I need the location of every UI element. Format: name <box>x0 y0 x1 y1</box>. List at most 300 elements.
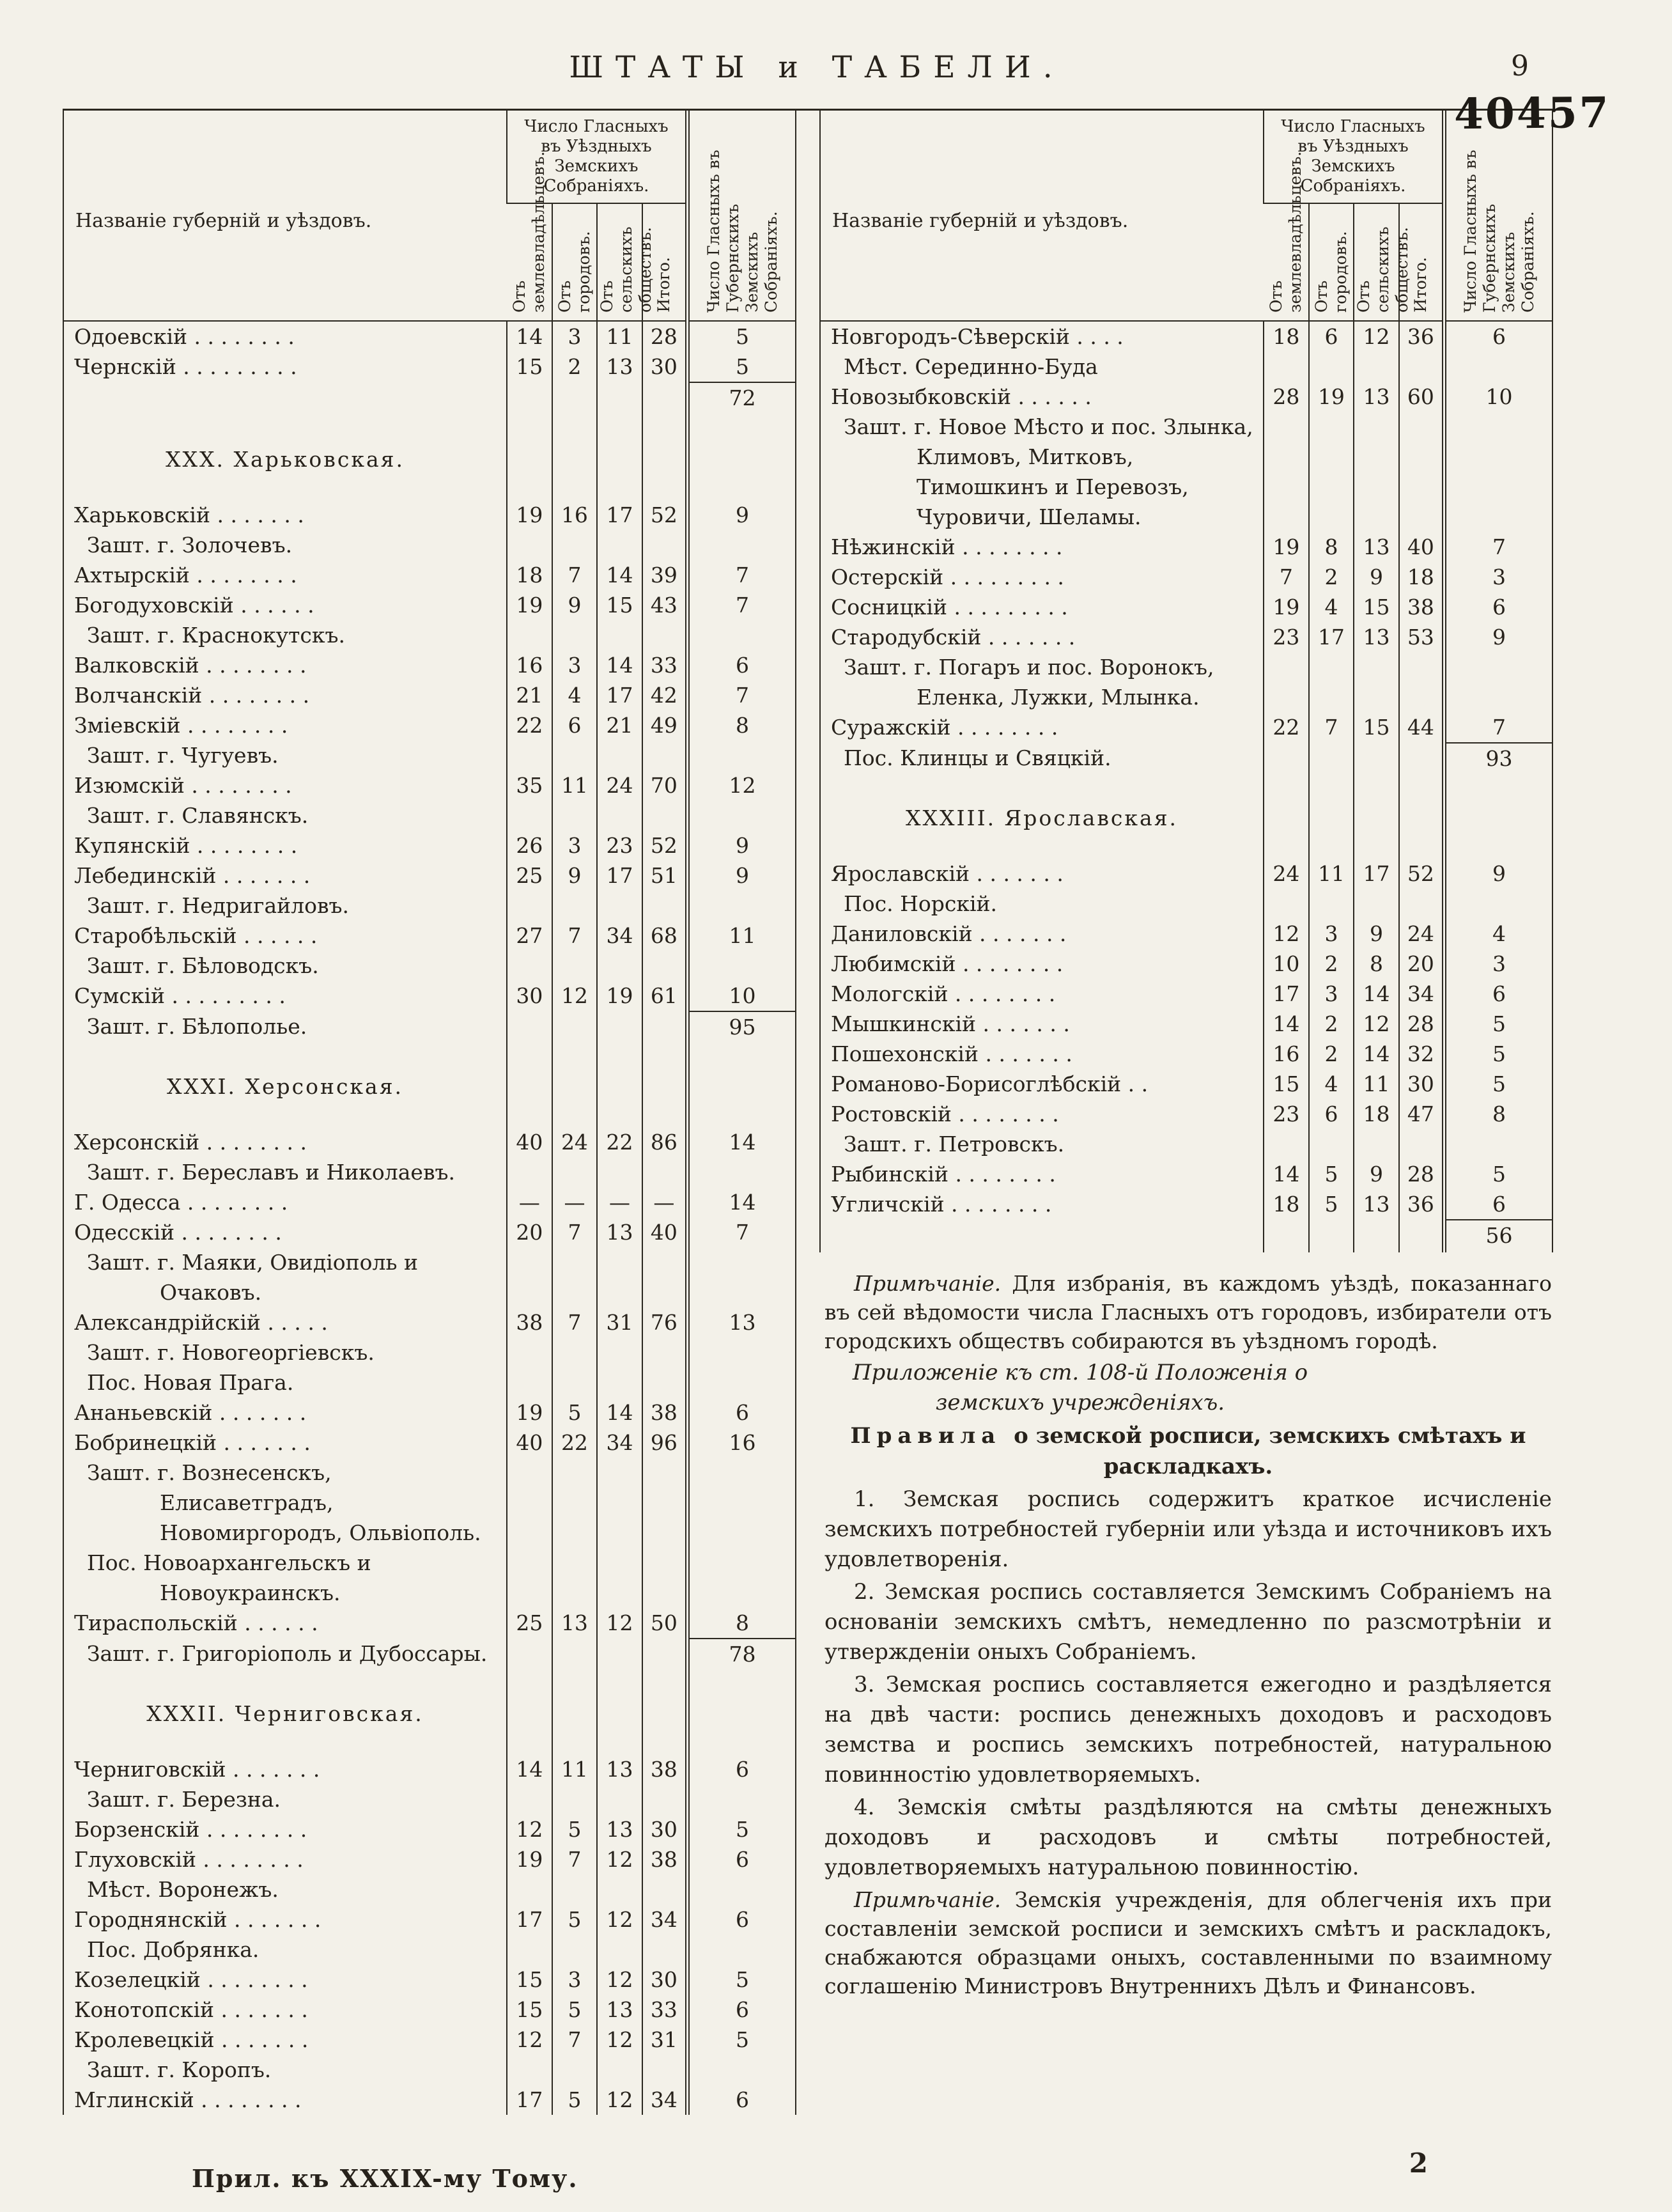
deputies-count: 53 <box>1399 622 1444 652</box>
empty-cell <box>1264 652 1309 712</box>
data-row <box>63 861 796 891</box>
provincial-deputies-count: 10 <box>1444 382 1553 412</box>
empty-cell <box>688 1157 796 1187</box>
empty-cell <box>507 1247 552 1307</box>
district-name: Зміевскій . . . . . . . . <box>74 713 288 738</box>
stamp-number: 40457 <box>1453 87 1611 139</box>
deputies-count: 15 <box>1354 712 1399 743</box>
note-row <box>820 1129 1552 1159</box>
empty-cell <box>552 1247 598 1307</box>
district-name: Одоевскій . . . . . . . . <box>74 324 295 349</box>
empty-cell <box>642 740 688 770</box>
data-row <box>63 2025 796 2055</box>
deputies-count: 14 <box>597 1398 642 1428</box>
deputies-count: 2 <box>1309 562 1354 592</box>
deputies-count: 40 <box>507 1127 552 1157</box>
col-header-rural-label: Отъ сельскихъ обществъ. <box>1354 226 1412 313</box>
empty-cell <box>1264 1129 1309 1159</box>
empty-cell <box>642 415 688 500</box>
deputies-count: 39 <box>642 560 688 590</box>
data-row <box>820 979 1552 1009</box>
provincial-deputies-count: 9 <box>688 830 796 861</box>
deputies-count: 68 <box>642 921 688 951</box>
deputies-count: 19 <box>1264 532 1309 562</box>
empty-cell <box>1264 412 1309 532</box>
provincial-subtotal: 78 <box>688 1639 796 1669</box>
empty-cell <box>597 620 642 650</box>
deputies-count: 19 <box>1264 592 1309 622</box>
empty-cell <box>688 1548 796 1608</box>
town-note: Пос. Добрянка. <box>87 1937 259 1962</box>
page-header <box>63 33 1611 139</box>
provincial-deputies-count: 6 <box>688 1398 796 1428</box>
deputies-count: 24 <box>552 1127 598 1157</box>
empty-cell <box>688 1247 796 1307</box>
deputies-count: 60 <box>1399 382 1444 412</box>
empty-cell <box>507 1548 552 1608</box>
left-table-body <box>63 321 796 2115</box>
section-heading: XXXI. Херсонская. <box>166 1074 404 1099</box>
provincial-deputies-count: 6 <box>688 1904 796 1935</box>
data-row <box>63 1965 796 1995</box>
deputies-count: 17 <box>597 680 642 710</box>
district-name: Сосницкій . . . . . . . . . <box>831 595 1068 619</box>
empty-cell <box>642 1011 688 1042</box>
provincial-subtotal: 93 <box>1444 743 1553 774</box>
data-row <box>63 1995 796 2025</box>
empty-cell <box>1309 652 1354 712</box>
deputies-count: 13 <box>1354 622 1399 652</box>
deputies-count: 34 <box>642 1904 688 1935</box>
district-name: Лебединскій . . . . . . . <box>74 863 311 888</box>
deputies-count: 52 <box>642 830 688 861</box>
empty-cell <box>507 2055 552 2085</box>
deputies-count: 14 <box>507 321 552 352</box>
town-note: Зашт. г. Бѣловодскъ. <box>87 953 319 978</box>
rule-paragraph: 1. Земская роспись содержитъ краткое исчисленіе земскихъ потребностей губерніи или уѣзда и источниковъ ихъ удовлетворенія. <box>824 1486 1552 1572</box>
deputies-count: 4 <box>1309 1069 1354 1099</box>
deputies-count: 31 <box>642 2025 688 2055</box>
town-note: Зашт. г. Григоріополь и Дубоссары. <box>87 1641 488 1666</box>
deputies-count: 14 <box>507 1754 552 1784</box>
empty-cell <box>688 800 796 830</box>
deputies-count: 7 <box>552 1307 598 1337</box>
rule-paragraph: 3. Земская роспись составляется ежегодно и раздѣляется на двѣ части: роспись денежныхъ доходовъ и расходовъ земства и роспись земскихъ потребностей, натуральною повинностію удовлетворяемыхъ. <box>824 1672 1552 1788</box>
district-name: Бобринецкій . . . . . . . <box>74 1430 311 1455</box>
deputies-count: 14 <box>1354 1039 1399 1069</box>
deputies-count: 13 <box>552 1608 598 1639</box>
rules-text <box>819 1269 1571 2000</box>
empty-cell <box>552 740 598 770</box>
provincial-deputies-count: 7 <box>688 590 796 620</box>
col-header-towns-label: Отъ городовъ. <box>555 231 593 313</box>
empty-cell <box>688 951 796 981</box>
deputies-count: 31 <box>597 1307 642 1337</box>
empty-cell <box>642 382 688 415</box>
col-header-landowners <box>1264 151 1309 321</box>
district-name: Романово-Борисоглѣбскій . . <box>831 1071 1149 1096</box>
empty-cell <box>688 1367 796 1398</box>
empty-cell <box>552 1784 598 1814</box>
empty-cell <box>552 1367 598 1398</box>
deputies-count: 7 <box>552 1844 598 1874</box>
deputies-count: 40 <box>1399 532 1444 562</box>
provincial-deputies-count: 5 <box>688 1814 796 1844</box>
provincial-deputies-count: 8 <box>688 1608 796 1639</box>
empty-cell <box>552 800 598 830</box>
town-note: Мѣст. Серединно-Буда <box>844 354 1098 379</box>
empty-cell <box>1399 743 1444 774</box>
empty-cell <box>642 1367 688 1398</box>
deputies-count: 12 <box>507 1814 552 1844</box>
town-note: Зашт. г. Береславъ и Николаевъ. <box>87 1160 456 1185</box>
empty-cell <box>597 1337 642 1367</box>
empty-cell <box>1399 889 1444 919</box>
data-row <box>63 650 796 680</box>
provincial-deputies-count: 5 <box>1444 1069 1553 1099</box>
deputies-count: 3 <box>552 830 598 861</box>
data-row <box>63 1217 796 1247</box>
deputies-count: 40 <box>642 1217 688 1247</box>
data-row <box>63 830 796 861</box>
deputies-count: 19 <box>597 981 642 1011</box>
header-row <box>820 111 1552 203</box>
empty-cell <box>1399 1129 1444 1159</box>
district-name: Ярославскій . . . . . . . <box>831 861 1064 886</box>
appendix-reference: Приложеніе къ ст. 108-й Положенія о земскихъ учрежденіяхъ. <box>852 1360 1308 1415</box>
provincial-deputies-count: 8 <box>688 710 796 740</box>
district-name: Изюмскій . . . . . . . . <box>74 773 292 798</box>
empty-cell <box>552 1639 598 1669</box>
empty-cell <box>552 530 598 560</box>
empty-cell <box>597 891 642 921</box>
deputies-count: 40 <box>507 1428 552 1458</box>
provincial-deputies-count: 9 <box>688 500 796 530</box>
provincial-deputies-count: 7 <box>688 1217 796 1247</box>
empty-cell <box>552 1874 598 1904</box>
empty-cell <box>1444 352 1553 382</box>
district-name: Остерскій . . . . . . . . . <box>831 565 1064 589</box>
empty-cell <box>597 1042 642 1127</box>
empty-cell <box>597 382 642 415</box>
deputies-count: 12 <box>552 981 598 1011</box>
town-note: Пос. Новая Прага. <box>87 1370 294 1395</box>
empty-cell <box>688 1874 796 1904</box>
deputies-count: 49 <box>642 710 688 740</box>
col-header-provincial <box>688 111 796 321</box>
deputies-count: 25 <box>507 861 552 891</box>
district-name: Александрійскій . . . . . <box>74 1310 328 1335</box>
empty-cell <box>597 1247 642 1307</box>
note-row <box>63 1157 796 1187</box>
data-row <box>63 1904 796 1935</box>
col-header-itogo-label: Итого. <box>1411 257 1430 313</box>
deputies-count: 13 <box>597 1814 642 1844</box>
empty-cell <box>597 1157 642 1187</box>
deputies-count: 17 <box>1264 979 1309 1009</box>
deputies-count: 19 <box>1309 382 1354 412</box>
note-row <box>820 352 1552 382</box>
empty-cell <box>507 1042 552 1127</box>
empty-cell <box>597 800 642 830</box>
empty-cell <box>552 382 598 415</box>
deputies-count: 24 <box>1399 919 1444 949</box>
provincial-deputies-count: 14 <box>688 1127 796 1157</box>
deputies-count: 12 <box>597 1844 642 1874</box>
data-row <box>820 622 1552 652</box>
empty-cell <box>597 1669 642 1754</box>
note-row <box>63 1784 796 1814</box>
district-name: Даниловскій . . . . . . . <box>831 921 1067 946</box>
district-name: Нѣжинскій . . . . . . . . <box>831 534 1063 559</box>
right-table <box>819 111 1553 1252</box>
empty-cell <box>642 891 688 921</box>
col-header-itogo-label: Итого. <box>654 257 673 313</box>
col-header-provincial-label: Число Гласныхъ въ Губернскихъ Земскихъ Собраніяхъ. <box>704 150 780 313</box>
provincial-deputies-count: 6 <box>688 1995 796 2025</box>
empty-cell <box>507 891 552 921</box>
deputies-count: 6 <box>1309 321 1354 352</box>
deputies-count: 13 <box>597 1995 642 2025</box>
data-row <box>820 532 1552 562</box>
deputies-count: 38 <box>642 1398 688 1428</box>
town-note: Зашт. г. Вознесенскъ, Елисаветградъ, Новомиргородъ, Ольвіополь. <box>87 1460 481 1545</box>
town-note: Пос. Норскій. <box>844 891 998 916</box>
note-row <box>63 1639 796 1669</box>
deputies-count: 7 <box>1309 712 1354 743</box>
empty-cell <box>688 1669 796 1754</box>
empty-cell <box>1354 412 1399 532</box>
deputies-count: 52 <box>642 500 688 530</box>
data-row <box>820 1069 1552 1099</box>
empty-cell <box>597 1639 642 1669</box>
empty-cell <box>552 1157 598 1187</box>
note-row <box>63 1337 796 1367</box>
empty-cell <box>507 1157 552 1187</box>
header-row <box>63 111 796 203</box>
deputies-count: 86 <box>642 1127 688 1157</box>
page-title: ШТАТЫ и ТАБЕЛИ. <box>569 50 1065 85</box>
empty-cell <box>1309 743 1354 774</box>
empty-cell <box>597 740 642 770</box>
deputies-count: 12 <box>597 2085 642 2115</box>
deputies-count: 16 <box>552 500 598 530</box>
empty-cell <box>507 1874 552 1904</box>
note-row <box>820 889 1552 919</box>
provincial-deputies-count: 6 <box>688 1754 796 1784</box>
note-row <box>63 800 796 830</box>
deputies-count: 21 <box>597 710 642 740</box>
col-header-provincial <box>1444 111 1553 321</box>
empty-cell <box>688 620 796 650</box>
empty-cell <box>597 951 642 981</box>
data-row <box>63 981 796 1011</box>
right-column <box>809 111 1571 2003</box>
empty-cell <box>688 1337 796 1367</box>
col-header-group: Число Гласныхъ въ Уѣздныхъ Земскихъ Собраніяхъ. <box>507 111 687 203</box>
district-name: Чернскій . . . . . . . . . <box>74 354 297 379</box>
empty-cell <box>597 1935 642 1965</box>
district-name: Купянскій . . . . . . . . <box>74 833 298 858</box>
district-name: Новгородъ-Сѣверскій . . . . <box>831 324 1124 349</box>
empty-cell <box>1309 352 1354 382</box>
data-row <box>63 921 796 951</box>
paragraph-body: Для избранія, въ каждомъ уѣздѣ, показаннаго въ сей вѣдомости числа Гласныхъ отъ городовъ, избиратели отъ городскихъ обществъ собираются въ уѣздномъ городѣ. <box>824 1271 1552 1353</box>
deputies-count: 14 <box>1264 1159 1309 1189</box>
empty-cell <box>1264 889 1309 919</box>
data-row <box>63 1398 796 1428</box>
empty-cell <box>1309 412 1354 532</box>
deputies-count: 17 <box>507 1904 552 1935</box>
empty-cell <box>642 1157 688 1187</box>
data-row <box>63 321 796 352</box>
deputies-count: 24 <box>1264 859 1309 889</box>
district-name: Пошехонскій . . . . . . . <box>831 1041 1072 1066</box>
empty-cell <box>507 1458 552 1548</box>
col-header-landowners-label: Отъ землевладѣльцевъ. <box>509 151 548 313</box>
deputies-count: 38 <box>1399 592 1444 622</box>
note-row <box>63 1458 796 1548</box>
district-name: Кролевецкій . . . . . . . <box>74 2027 309 2052</box>
provincial-deputies-count: 9 <box>1444 859 1553 889</box>
left-column <box>63 111 809 2115</box>
deputies-count: 35 <box>507 770 552 800</box>
district-name: Черниговскій . . . . . . . <box>74 1757 320 1782</box>
data-row <box>820 562 1552 592</box>
empty-cell <box>507 1935 552 1965</box>
empty-cell <box>552 1935 598 1965</box>
data-row <box>63 1844 796 1874</box>
deputies-count: 19 <box>507 500 552 530</box>
deputies-count: 2 <box>1309 1039 1354 1069</box>
empty-cell <box>507 740 552 770</box>
deputies-count: 44 <box>1399 712 1444 743</box>
provincial-deputies-count: 5 <box>1444 1039 1553 1069</box>
deputies-count: 61 <box>642 981 688 1011</box>
empty-cell <box>1354 743 1399 774</box>
empty-cell <box>642 2055 688 2085</box>
data-row <box>820 382 1552 412</box>
col-header-rural-label: Отъ сельскихъ обществъ. <box>598 226 655 313</box>
note-row <box>63 951 796 981</box>
empty-cell <box>642 1042 688 1127</box>
deputies-count: 5 <box>1309 1159 1354 1189</box>
deputies-count: 15 <box>507 352 552 382</box>
provincial-deputies-count: 6 <box>688 2085 796 2115</box>
col-header-rural <box>1354 203 1412 321</box>
district-name: Ахтырскій . . . . . . . . <box>74 563 297 588</box>
deputies-count: 18 <box>1354 1099 1399 1129</box>
empty-cell <box>642 530 688 560</box>
provincial-deputies-count: 7 <box>688 560 796 590</box>
empty-cell <box>552 620 598 650</box>
town-note: Зашт. г. Новое Мѣсто и пос. Злынка, Климовъ, Митковъ, Тимошкинъ и Перевозъ, Чуровичи, Шеламы. <box>844 414 1253 529</box>
deputies-count: 21 <box>507 680 552 710</box>
district-name: Рыбинскій . . . . . . . . <box>831 1162 1056 1187</box>
provincial-deputies-count: 3 <box>1444 562 1553 592</box>
deputies-count: 2 <box>1309 949 1354 979</box>
data-row <box>63 590 796 620</box>
deputies-count: 2 <box>552 352 598 382</box>
data-row <box>820 919 1552 949</box>
deputies-count: 52 <box>1399 859 1444 889</box>
deputies-count: 28 <box>642 321 688 352</box>
town-note: Зашт. г. Славянскъ. <box>87 803 309 828</box>
deputies-count: 14 <box>1354 979 1399 1009</box>
deputies-count: 28 <box>1264 382 1309 412</box>
volume-footnote: Прил. къ XXXIX-му Тому. <box>192 2164 578 2193</box>
data-row <box>63 770 796 800</box>
data-row <box>820 1039 1552 1069</box>
deputies-count: 15 <box>507 1965 552 1995</box>
deputies-count: 17 <box>507 2085 552 2115</box>
deputies-count: 14 <box>1264 1009 1309 1039</box>
section-row <box>63 415 796 500</box>
deputies-count: 34 <box>642 2085 688 2115</box>
deputies-count: 36 <box>1399 321 1444 352</box>
note-paragraph <box>824 1885 1552 2000</box>
deputies-count: 11 <box>597 321 642 352</box>
empty-cell <box>642 800 688 830</box>
rules-heading <box>824 1421 1552 1482</box>
empty-cell <box>1399 352 1444 382</box>
provincial-deputies-count: 8 <box>1444 1099 1553 1129</box>
note-row <box>63 2055 796 2085</box>
provincial-deputies-count: 9 <box>1444 622 1553 652</box>
data-row <box>63 1428 796 1458</box>
empty-cell <box>507 382 552 415</box>
empty-cell <box>1309 1220 1354 1252</box>
note-row <box>820 743 1552 774</box>
deputies-count: 34 <box>597 921 642 951</box>
data-row <box>63 1608 796 1639</box>
deputies-count: 12 <box>1264 919 1309 949</box>
empty-cell <box>688 530 796 560</box>
deputies-count: 7 <box>552 560 598 590</box>
col-header-name: Названіе губерній и уѣздовъ. <box>820 111 1264 321</box>
district-name: Сумскій . . . . . . . . . <box>74 983 286 1008</box>
deputies-count: 12 <box>1354 1009 1399 1039</box>
empty-cell <box>552 1042 598 1127</box>
provincial-deputies-count: 5 <box>688 352 796 382</box>
note-row <box>63 1011 796 1042</box>
empty-cell <box>1399 652 1444 712</box>
deputies-count: 30 <box>507 981 552 1011</box>
deputies-count: 38 <box>642 1754 688 1784</box>
deputies-count: 7 <box>552 2025 598 2055</box>
empty-cell <box>552 1548 598 1608</box>
deputies-count: 7 <box>552 1217 598 1247</box>
left-table-header <box>63 111 796 321</box>
deputies-count: 9 <box>1354 562 1399 592</box>
district-name: Богодуховскій . . . . . . <box>74 593 314 618</box>
rule-paragraph: 2. Земская роспись составляется Земскимъ Собраніемъ на основаніи земскихъ смѣтъ, немедленно по разсмотрѣніи и утвержденіи оныхъ Собраніемъ. <box>824 1579 1552 1665</box>
data-row <box>820 859 1552 889</box>
deputies-count: 6 <box>1309 1099 1354 1129</box>
deputies-count: 13 <box>597 1754 642 1784</box>
deputies-count: 5 <box>552 1814 598 1844</box>
empty-cell <box>642 1337 688 1367</box>
empty-cell <box>552 951 598 981</box>
deputies-count: 20 <box>1399 949 1444 979</box>
district-name: Козелецкій . . . . . . . . <box>74 1967 308 1992</box>
empty-cell <box>1444 774 1553 859</box>
district-name: Мглинскій . . . . . . . . <box>74 2087 302 2112</box>
empty-cell <box>1309 889 1354 919</box>
page-number: 9 <box>1511 50 1529 82</box>
deputies-count: 9 <box>1354 919 1399 949</box>
town-note: Зашт. г. Петровскъ. <box>844 1132 1065 1157</box>
